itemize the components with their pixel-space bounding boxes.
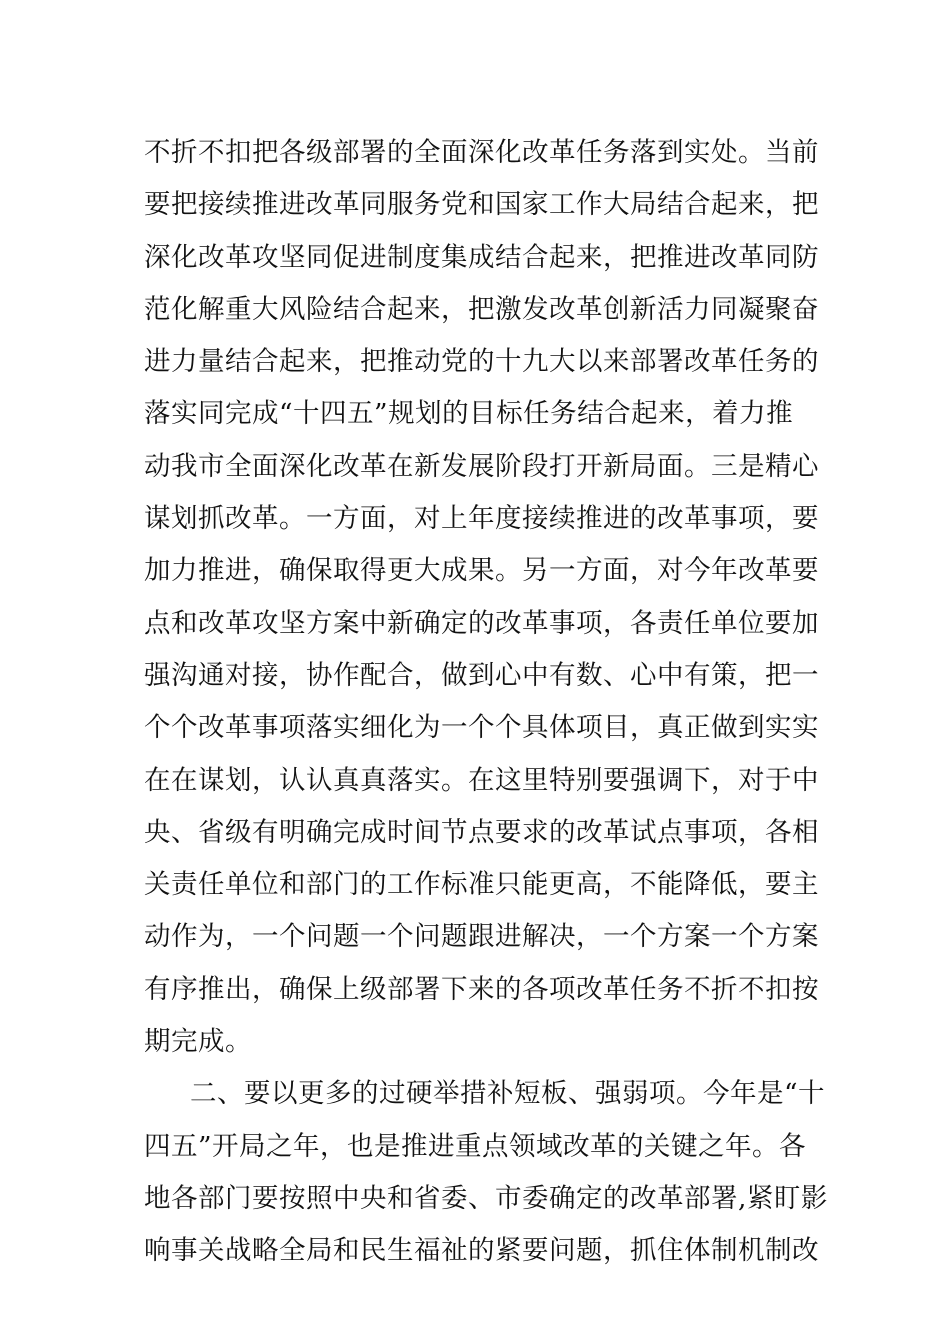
text-line: 有序推出，确保上级部署下来的各项改革任务不折不扣按 xyxy=(144,973,819,1005)
text-line: 范化解重大风险结合起来，把激发改革创新活力同凝聚奋 xyxy=(144,293,819,325)
text-line: 期完成。 xyxy=(144,1026,252,1058)
text-line: 加力推进，确保取得更大成果。另一方面，对今年改革要 xyxy=(144,555,819,587)
text-line: 落实同完成“十四五”规划的目标任务结合起来，着力推 xyxy=(144,398,794,430)
text-line: 动我市全面深化改革在新发展阶段打开新局面。三是精心 xyxy=(144,450,819,482)
text-line: 关责任单位和部门的工作标准只能更高，不能降低，要主 xyxy=(144,869,819,901)
text-line: 央、省级有明确完成时间节点要求的改革试点事项，各相 xyxy=(144,816,819,848)
text-line: 强沟通对接，协作配合，做到心中有数、心中有策，把一 xyxy=(144,659,819,691)
text-line: 响事关战略全局和民生福祉的紧要问题，抓住体制机制改 xyxy=(144,1235,819,1267)
text-line: 谋划抓改革。一方面，对上年度接续推进的改革事项，要 xyxy=(144,503,819,535)
document-body xyxy=(144,127,828,1278)
text-line: 动作为，一个问题一个问题跟进解决，一个方案一个方案 xyxy=(144,921,819,953)
text-line: 在在谋划，认认真真落实。在这里特别要强调下，对于中 xyxy=(144,764,819,796)
text-line: 要把接续推进改革同服务党和国家工作大局结合起来，把 xyxy=(144,189,819,221)
text-line: 四五”开局之年，也是推进重点领域改革的关键之年。各 xyxy=(144,1130,807,1162)
text-line: 进力量结合起来，把推动党的十九大以来部署改革任务的 xyxy=(144,346,819,378)
paragraph-heading-line: 二、要以更多的过硬举措补短板、强弱项。今年是“十 xyxy=(190,1078,826,1110)
text-line: 地各部门要按照中央和省委、市委确定的改革部署,紧盯影 xyxy=(144,1182,828,1214)
text-line: 不折不扣把各级部署的全面深化改革任务落到实处。当前 xyxy=(144,137,819,168)
text-line: 深化改革攻坚同促进制度集成结合起来，把推进改革同防 xyxy=(144,241,819,273)
text-line: 个个改革事项落实细化为一个个具体项目，真正做到实实 xyxy=(144,712,819,744)
text-line: 点和改革攻坚方案中新确定的改革事项，各责任单位要加 xyxy=(144,607,819,639)
